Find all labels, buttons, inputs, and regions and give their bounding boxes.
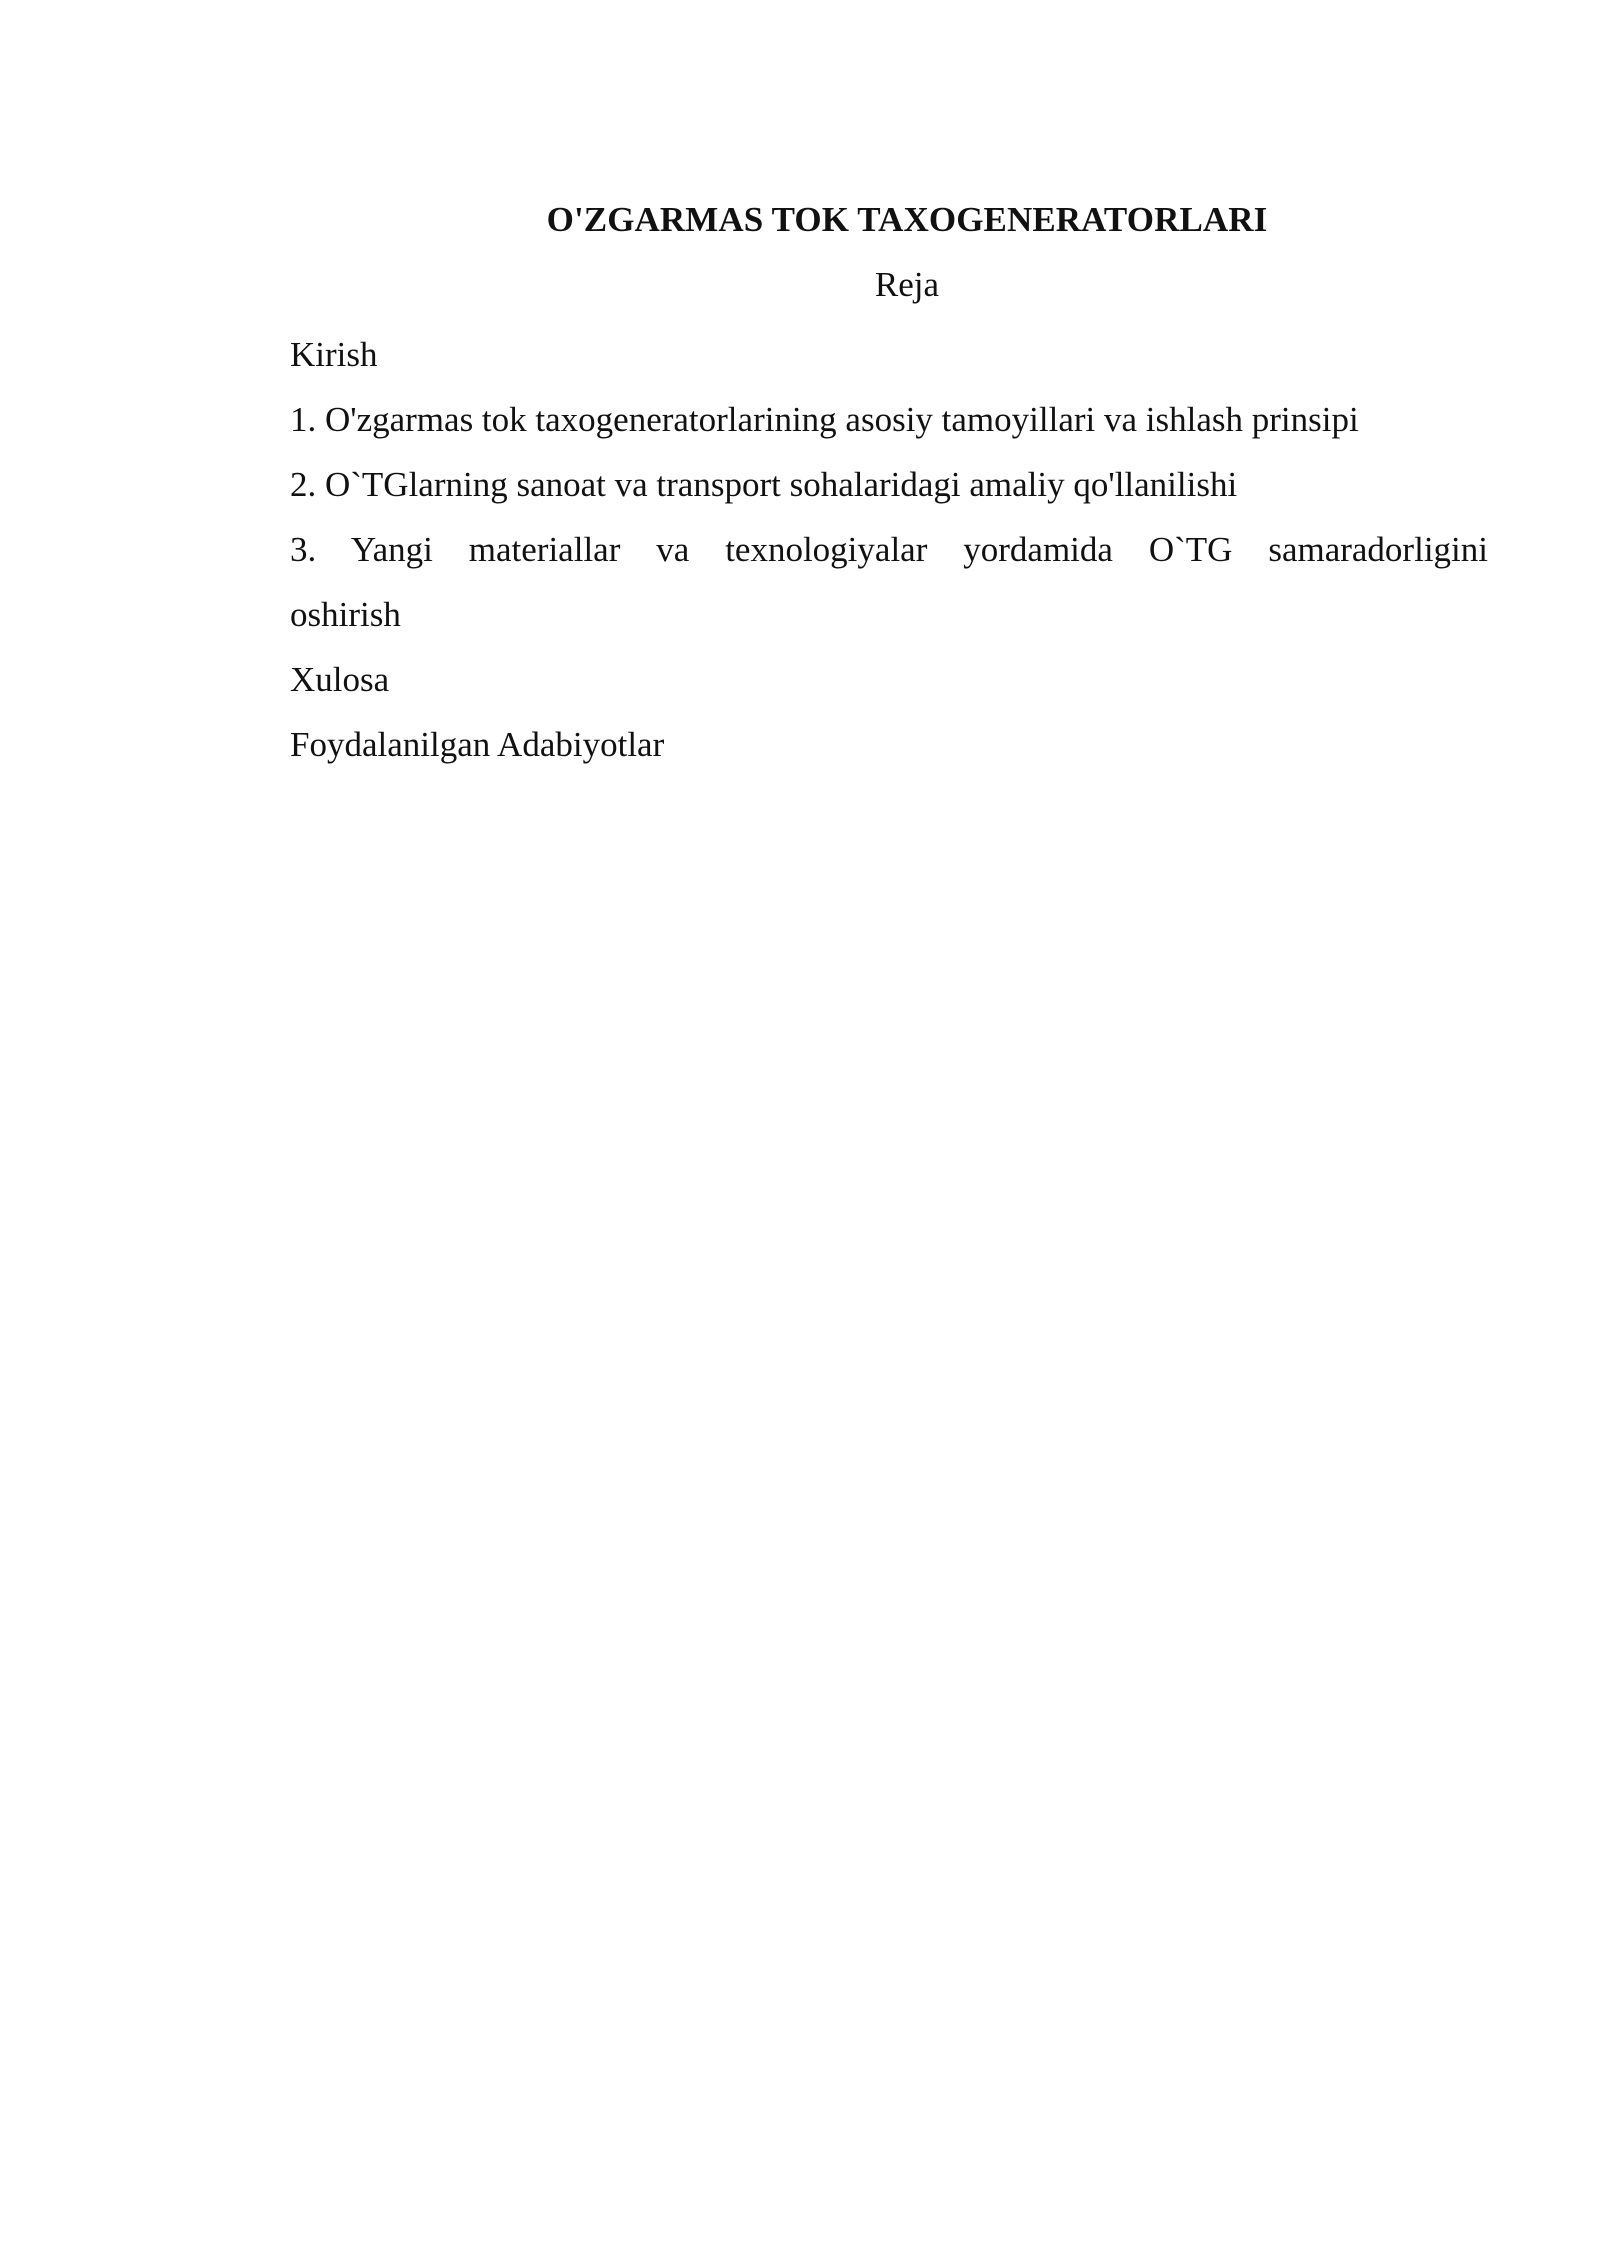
plan-item-2: 2. O`TGlarning sanoat va transport sohalaridagi amaliy qo'llanilishi (290, 465, 1238, 504)
plan-item-3 (290, 517, 1488, 647)
plan-list (290, 322, 1488, 777)
plan-item-3-line-1: 3. Yangi materiallar va texnologiyalar yordamida O`TG samaradorligini (290, 530, 1488, 569)
plan-item-references: Foydalanilgan Adabiyotlar (290, 725, 665, 764)
plan-item-1: 1. O'zgarmas tok taxogeneratorlarining asosiy tamoyillari va ishlash prinsipi (290, 400, 1359, 439)
plan-item-intro: Kirish (290, 335, 378, 374)
plan-item-3-line-2: oshirish (290, 595, 401, 634)
plan-heading: Reja (874, 265, 940, 304)
document-title: O'ZGARMAS TOK TAXOGENERATORLARI (546, 200, 1268, 239)
plan-item-conclusion: Xulosa (290, 660, 390, 699)
document-content (290, 192, 1488, 777)
